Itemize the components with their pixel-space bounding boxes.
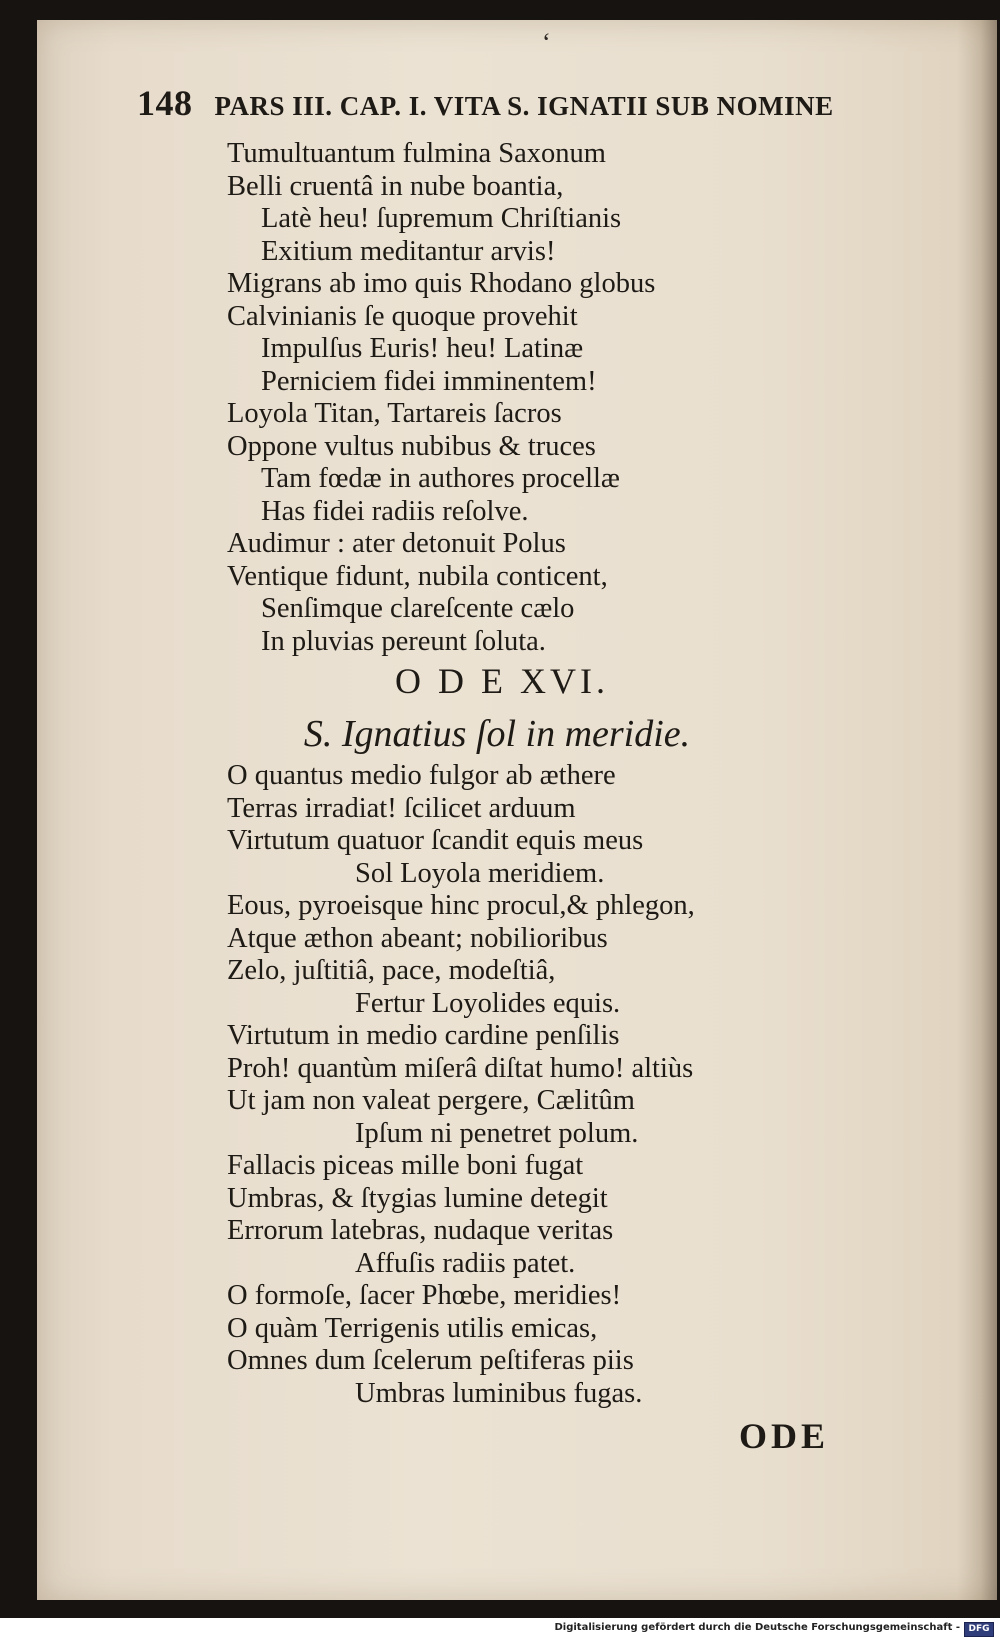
- verse-line: O formoſe, ſacer Phœbe, meridies!: [227, 1280, 622, 1311]
- running-head: PARS III. CAP. I. VITA S. IGNATII SUB NOMINE: [214, 91, 834, 121]
- verse-line: Ventique fidunt, nubila conticent,: [227, 560, 608, 592]
- verse-line: Loyola Titan, Tartareis ſacros: [227, 398, 562, 429]
- verse-line: Has fidei radiis reſolve.: [261, 495, 529, 527]
- verse-line: O quàm Terrigenis utilis emicas,: [227, 1312, 598, 1344]
- verse-line: Calvinianis ſe quoque provehit: [227, 300, 578, 332]
- verse-line: Atque æthon abeant; nobilioribus: [227, 922, 608, 954]
- verse-line: Zelo, juſtitiâ, pace, modeſtiâ,: [227, 955, 556, 986]
- ode-subtitle: S. Ignatius ſol in meridie.: [303, 713, 691, 755]
- verse-line: Affuſis radiis patet.: [355, 1247, 576, 1279]
- verse-line: Proh! quantùm miſerâ diſtat humo! altiùs: [227, 1052, 694, 1084]
- book-page: [37, 20, 997, 1600]
- verse-line: Fertur Loyolides equis.: [355, 987, 621, 1019]
- verse-line: Eous, pyroeisque hinc procul,& phlegon,: [227, 890, 695, 921]
- verse-line: Migrans ab imo quis Rhodano globus: [227, 268, 656, 299]
- verse-line: Exitium meditantur arvis!: [261, 235, 556, 267]
- verse-line: Ipſum ni penetret polum.: [355, 1117, 639, 1149]
- ode-title: O D E XVI.: [395, 661, 609, 701]
- footer-credit: Digitalisierung gefördert durch die Deutsche Forschungsgemeinschaft -: [554, 1622, 960, 1633]
- verse-line: Errorum latebras, nudaque veritas: [227, 1215, 614, 1246]
- verse-line: Audimur : ater detonuit Polus: [227, 528, 566, 559]
- verse-line: Sol Loyola meridiem.: [355, 857, 605, 889]
- dfg-logo: DFG: [964, 1622, 994, 1637]
- ink-mark: ʻ: [542, 28, 551, 57]
- verse-line: O quantus medio fulgor ab æthere: [227, 760, 616, 791]
- verse-line: Latè heu! ſupremum Chriſtianis: [261, 203, 622, 234]
- verse-line: Oppone vultus nubibus & truces: [227, 430, 596, 462]
- verse-line: Umbras, & ſtygias lumine detegit: [227, 1182, 608, 1214]
- verse-block-top: [227, 138, 887, 658]
- catchword: ODE: [739, 1416, 830, 1456]
- verse-line: Tumultuantum fulmina Saxonum: [227, 138, 606, 169]
- verse-line: Perniciem fidei imminentem!: [261, 365, 597, 397]
- verse-block-ode: [227, 760, 887, 1410]
- verse-line: Terras irradiat! ſcilicet arduum: [227, 792, 576, 824]
- verse-line: Fallacis piceas mille boni fugat: [227, 1150, 584, 1181]
- verse-line: Impulſus Euris! heu! Latinæ: [261, 333, 584, 364]
- verse-line: Tam fœdæ in authores procellæ: [261, 463, 620, 494]
- spine-shadow: [957, 20, 997, 1600]
- page-header: [137, 82, 917, 124]
- page-number: 148: [137, 83, 193, 123]
- verse-line: Ut jam non valeat pergere, Cælitûm: [227, 1085, 635, 1116]
- verse-line: In pluvias pereunt ſoluta.: [261, 625, 546, 657]
- verse-line: Virtutum quatuor ſcandit equis meus: [227, 825, 644, 856]
- verse-line: Senſimque clareſcente cælo: [261, 593, 575, 624]
- verse-line: Omnes dum ſcelerum peſtiferas piis: [227, 1345, 634, 1376]
- verse-line: Umbras luminibus fugas.: [355, 1377, 643, 1409]
- verse-line: Belli cruentâ in nube boantia,: [227, 170, 564, 202]
- verse-line: Virtutum in medio cardine penſilis: [227, 1020, 620, 1051]
